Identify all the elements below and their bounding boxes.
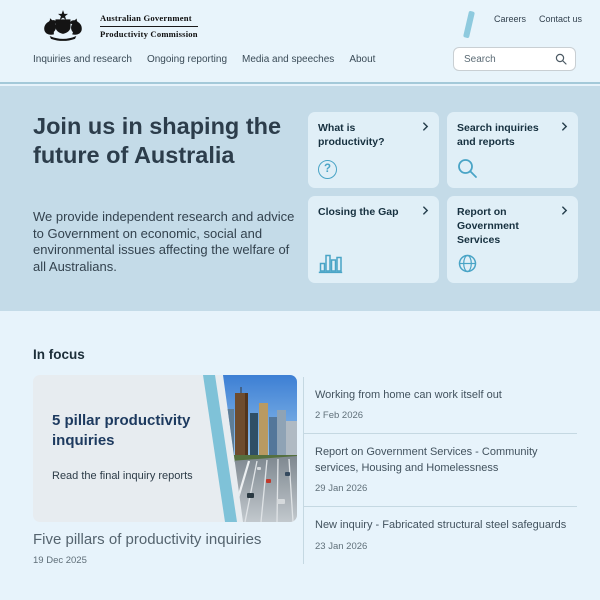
site-logo[interactable] — [33, 9, 198, 43]
card-title: Closing the Gap — [318, 206, 399, 218]
nav-about[interactable]: About — [349, 54, 376, 65]
nav-inquiries-and-research[interactable]: Inquiries and research — [33, 54, 132, 65]
chevron-right-icon — [421, 122, 430, 131]
hero-heading: Join us in shaping the future of Australia — [33, 113, 282, 168]
featured-date: 19 Dec 2025 — [33, 555, 87, 566]
question-circle-icon — [318, 160, 337, 179]
site-header — [0, 0, 600, 84]
card-title: What is productivity? — [318, 122, 385, 148]
news-title-link[interactable]: New inquiry - Fabricated structural steel safeguards — [315, 519, 567, 532]
news-title-link[interactable]: Report on Government Services - Community services, Housing and Homelessness — [315, 446, 538, 474]
careers-link[interactable]: Careers — [494, 14, 527, 24]
search-icon[interactable] — [555, 53, 567, 65]
globe-icon — [457, 253, 478, 274]
news-date: 23 Jan 2026 — [315, 540, 368, 552]
logo-divider — [100, 26, 198, 27]
featured-card[interactable] — [33, 375, 297, 522]
logo-text — [100, 13, 198, 39]
in-focus-section — [0, 311, 600, 600]
coat-of-arms-icon — [33, 9, 93, 43]
hero-card-grid — [308, 112, 578, 283]
card-title: Search inquiries and reports — [457, 122, 539, 148]
chevron-right-icon — [560, 206, 569, 215]
card-search-inquiries[interactable] — [447, 112, 578, 188]
news-list — [303, 377, 577, 564]
decorative-slash — [463, 11, 475, 39]
news-item — [304, 434, 577, 507]
featured-subtitle: Read the final inquiry reports — [52, 470, 193, 482]
nav-ongoing-reporting[interactable]: Ongoing reporting — [146, 54, 228, 65]
news-date: 2 Feb 2026 — [315, 410, 364, 422]
card-what-is-productivity[interactable] — [308, 112, 439, 188]
question-glyph: ? — [323, 162, 332, 175]
logo-agency-line: Productivity Commission — [100, 29, 198, 39]
chevron-right-icon — [560, 122, 569, 131]
main-nav — [33, 54, 375, 65]
news-title-link[interactable]: Working from home can work itself out — [315, 389, 502, 401]
nav-media-and-speeches[interactable]: Media and speeches — [242, 54, 335, 65]
search-input[interactable] — [462, 53, 555, 66]
news-date: 29 Jan 2026 — [315, 483, 368, 495]
bar-chart-icon — [318, 252, 343, 274]
news-item — [304, 507, 577, 563]
card-title: Report on Government Services — [457, 206, 519, 246]
featured-caption-link[interactable]: Five pillars of productivity inquiries — [33, 531, 262, 548]
hero-section — [0, 86, 600, 311]
in-focus-heading: In focus — [33, 347, 85, 362]
card-report-on-government-services[interactable] — [447, 196, 578, 283]
hero-paragraph: We provide independent research and advice to Government on economic, social and environmental issues affecting the welfare of all Australians. — [33, 209, 295, 274]
news-item — [304, 377, 577, 434]
chevron-right-icon — [421, 206, 430, 215]
contact-us-link[interactable]: Contact us — [539, 14, 583, 24]
search-icon — [457, 158, 478, 179]
search-box[interactable] — [453, 47, 576, 71]
featured-title: 5 pillar productivity inquiries — [52, 412, 191, 449]
logo-government-line: Australian Government — [100, 13, 192, 23]
city-skyline-image — [187, 375, 297, 522]
card-closing-the-gap[interactable] — [308, 196, 439, 283]
